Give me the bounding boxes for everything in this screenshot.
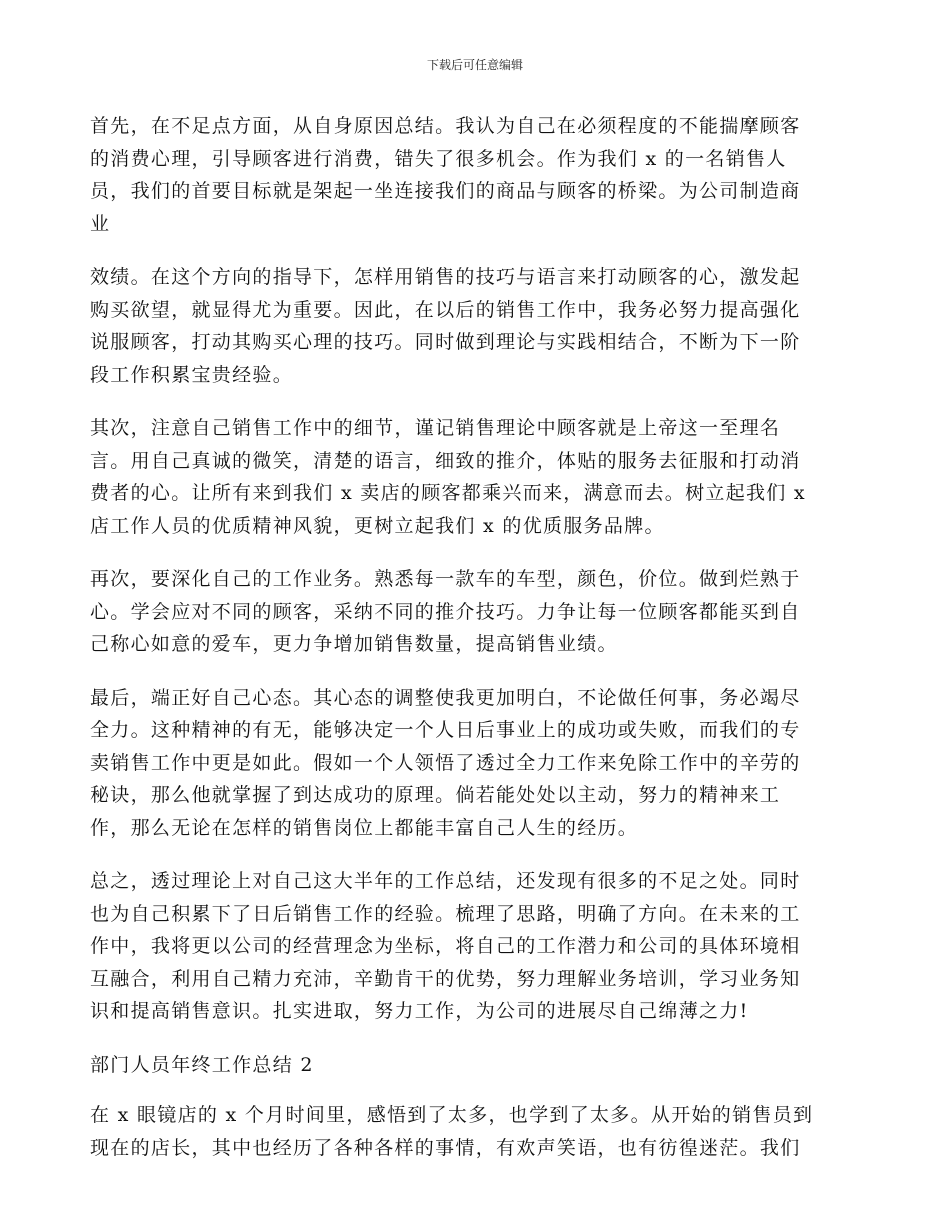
paragraph-conclusion: [90, 865, 862, 1028]
text-line: 全力。这种精神的有无，能够决定一个人日后事业上的成功或失败，而我们的专: [90, 719, 801, 741]
section-title-text: 部门人员年终工作总结 2: [90, 1053, 314, 1076]
text-line: 最后，端正好自己心态。其心态的调整使我更加明白，不论做任何事，务必竭尽: [90, 686, 801, 709]
text-line: 效绩。在这个方向的指导下，怎样用销售的技巧与语言来打动顾客的心，激发起: [90, 266, 801, 288]
text-line: 店工作人员的优质精神风貌，更树立起我们 x 的优质服务品牌。: [90, 514, 665, 537]
text-line: 说服顾客，打动其购买心理的技巧。同时做到理论与实践相结合，不断为下一阶: [90, 331, 801, 353]
text-line: 在 x 眼镜店的 x 个月时间里，感悟到了太多，也学到了太多。从开始的销售员到: [90, 1104, 814, 1126]
paragraph-business: [90, 563, 862, 661]
text-line: 卖销售工作中更是如此。假如一个人领悟了透过全力工作来免除工作中的辛劳的: [90, 751, 801, 774]
paragraph-shortcomings: [90, 110, 862, 240]
text-line: 再次，要深化自己的工作业务。熟悉每一款车的车型，颜色，价位。做到烂熟于: [90, 568, 801, 590]
paragraph-sales-skills: [90, 261, 862, 391]
text-line: 识和提高销售意识。扎实进取，努力工作，为公司的进展尽自己绵薄之力!: [90, 1000, 749, 1022]
text-line: 己称心如意的爱车，更力争增加销售数量，提高销售业绩。: [90, 633, 618, 655]
text-line: 员，我们的首要目标就是架起一坐连接我们的商品与顾客的桥梁。为公司制造商: [90, 180, 801, 202]
text-line: 购买欲望，就显得尤为重要。因此，在以后的销售工作中，我务必努力提高强化: [90, 298, 801, 321]
text-line: 段工作积累宝贵经验。: [90, 363, 294, 386]
text-line: 首先，在不足点方面，从自身原因总结。我认为自己在必须程度的不能揣摩顾客: [90, 115, 801, 137]
text-line: 作，那么无论在怎样的销售岗位上都能丰富自己人生的经历。: [90, 816, 639, 839]
paragraph-details: [90, 412, 862, 542]
text-line: 其次，注意自己销售工作中的细节，谨记销售理论中顾客就是上帝这一至理名: [90, 417, 781, 439]
page-header: 下载后可任意编辑: [426, 58, 523, 72]
text-line: 秘诀，那么他就掌握了到达成功的原理。倘若能处处以主动，努力的精神来工: [90, 784, 781, 806]
paragraph-attitude: [90, 682, 862, 845]
text-line: 言。用自己真诚的微笑，清楚的语言，细致的推介，体贴的服务去征服和打动消: [90, 449, 801, 472]
text-line: 现在的店长，其中也经历了各种各样的事情，有欢声笑语，也有彷徨迷茫。我们: [90, 1136, 801, 1159]
text-line: 心。学会应对不同的顾客，采纳不同的推介技巧。力争让每一位顾客都能买到自: [90, 600, 801, 623]
text-line: 作中，我将更以公司的经营理念为坐标，将自己的工作潜力和公司的具体环境相: [90, 935, 801, 957]
text-line: 的消费心理，引导顾客进行消费，错失了很多机会。作为我们 x 的一名销售人: [90, 147, 787, 170]
paragraph-optical-store: [90, 1099, 862, 1164]
text-line: 互融合，利用自己精力充沛，辛勤肯干的优势，努力理解业务培训，学习业务知: [90, 967, 801, 990]
section-title: [90, 1049, 862, 1082]
document-body: [90, 110, 862, 1185]
text-line: 总之，透过理论上对自己这大半年的工作总结，还发现有很多的不足之处。同时: [90, 870, 801, 892]
text-line: 费者的心。让所有来到我们 x 卖店的顾客都乘兴而来，满意而去。树立起我们 x: [90, 482, 806, 504]
text-line: 业: [90, 212, 111, 235]
text-line: 也为自己积累下了日后销售工作的经验。梳理了思路，明确了方向。在未来的工: [90, 902, 801, 925]
